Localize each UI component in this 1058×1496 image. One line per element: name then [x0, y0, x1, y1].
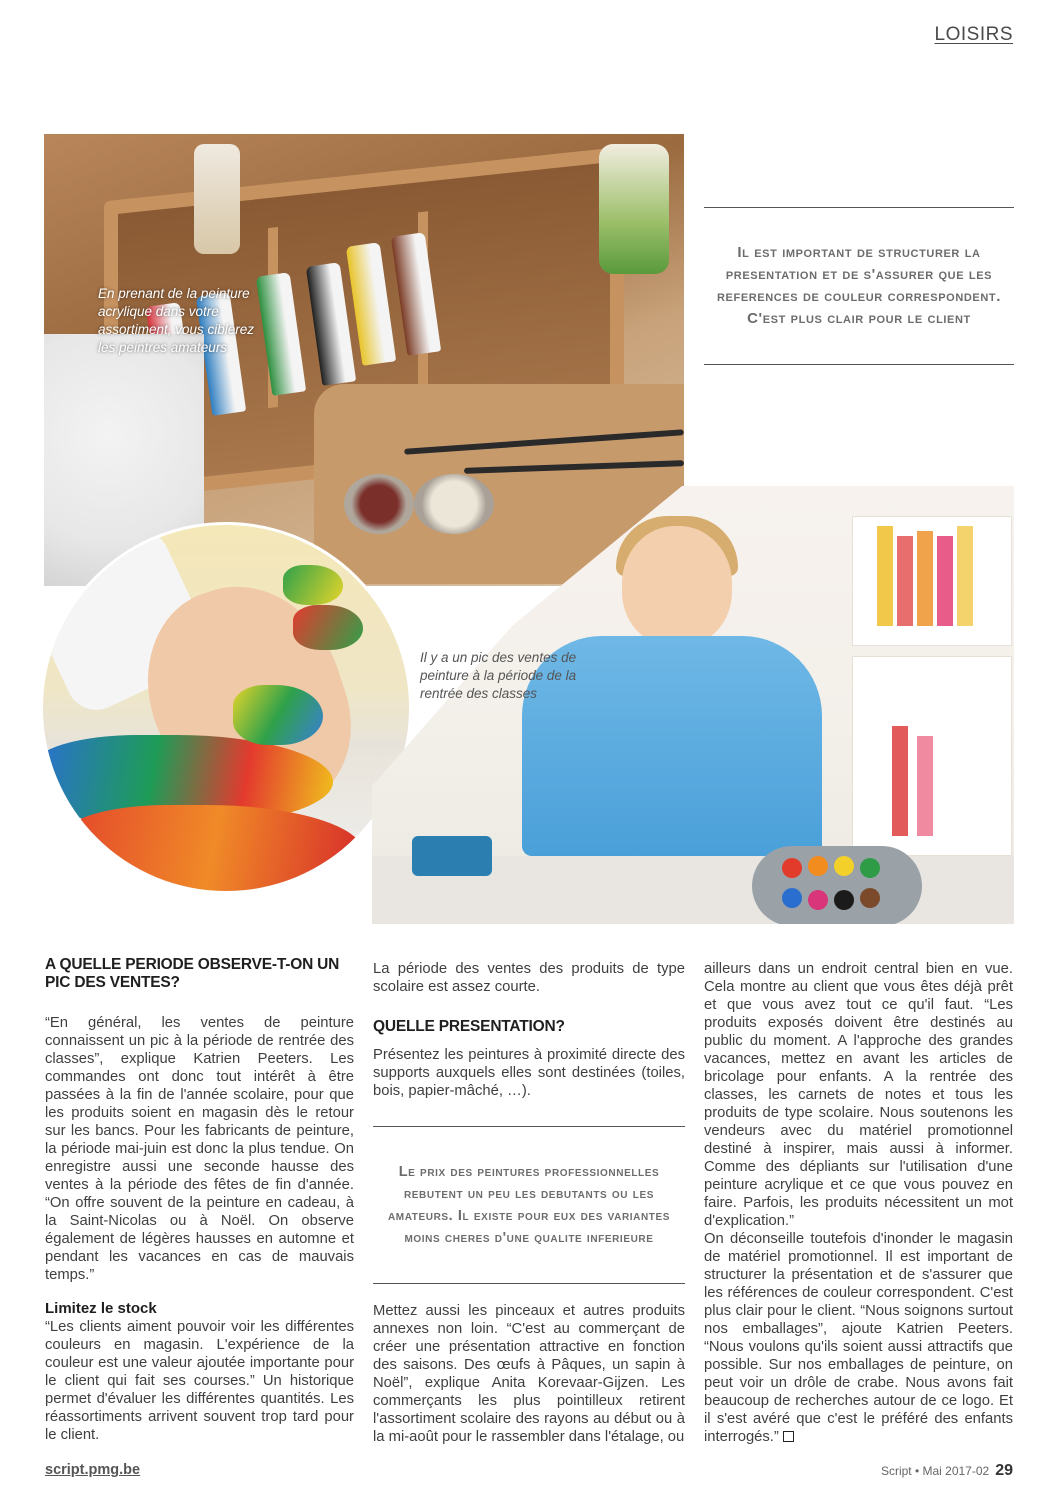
end-of-article-icon — [783, 1431, 794, 1442]
paint-smear — [283, 565, 343, 605]
paint-pan — [808, 890, 828, 910]
paint-pan — [860, 888, 880, 908]
article-paragraph: Mettez aussi les pinceaux et autres produits annexes non loin. “C'est au commerçant de créer une présentation attractive en fonction des saisons. Des œufs à Pâques, un sapin à Noël”, explique Anita Korevaar-Gijzen. Les commerçants les plus pointilleux retirent l'assortiment scolaire des rayons au début ou à la mi-août pour le rassembler dans l'étalage, ou — [373, 1303, 685, 1445]
article-paragraph: “En général, les ventes de peinture connaissent un pic à la période de rentrée des classes”, explique Katrien Peeters. Les commandes ont donc tout intérêt à être passées à la fin de l'année scolaire, pour que les produits soient en magasin dès le retour sur les bancs. Pour les fabricants de peinture, la période mai-juin est donc la plus tendue. On enregistre aussi une seconde hausse des ventes à la période des fêtes de fin d'année. “On offre souvent de la peinture en cadeau, à la Saint-Nicolas ou à Noël. On observe également de légères hausses en automne et pendant les vacances en cas de mauvais temps.” — [45, 1015, 354, 1283]
article-paragraph: On déconseille toutefois d'inonder le magasin de matériel promotionnel. Il est important de structurer la présentation et de s'assurer que les références de couleur correspondent. C'est plus clair pour le client. “Nous soignons surtout nos emballages”, ajoute Katrien Peeters. “Nous voulons qu'ils soient aussi attractifs que possible. Sur nos emballages de peinture, on peut voir un drôle de crabe. Nous avons fait beaucoup de recherches autour de ce logo. Et il s'est avéré que c'est le préféré des enfants interrogés.” — [704, 1231, 1013, 1445]
book — [937, 536, 953, 626]
paint-smear — [63, 805, 363, 894]
pullquote-top: Il est important de structurer la presentation et de s'assurer que les references de couleur correspondent. C'est plus clair pour le client — [704, 207, 1014, 365]
section-tag: LOISIRS — [934, 24, 1013, 45]
caption-paint-box: En prenant de la peinture acrylique dans votre assortiment, vous ciblerez les peintres amateurs — [98, 286, 255, 355]
article-column-2 — [373, 960, 685, 1100]
book — [892, 726, 908, 836]
paint-smear — [233, 685, 323, 745]
book — [917, 531, 933, 626]
paint-cup — [414, 474, 494, 534]
article-paragraph: ailleurs dans un endroit central bien en vue. Cela montre au client que vous êtes déjà prêt et que vous avez tout ce qu'il faut. “Les produits exposés doivent être destinés au public du moment. A l'approche des grandes vacances, mettez en avant les articles de bricolage pour enfants. A la rentrée des classes, les carnets de notes et tous les produits de type scolaire. Nous soutenons les vendeurs avec du matériel promotionnel destiné à inspirer, mais aussi à informer. Comme des dépliants sur l'utilisation d'une peinture acrylique et ce que vous pouvez en faire. Parfois, les produits nécessitent un mot d'explication.” — [704, 961, 1013, 1229]
article-column-3 — [704, 960, 1013, 1446]
book — [917, 736, 933, 836]
finger-painting-photo — [40, 522, 412, 894]
page-number: 29 — [995, 1462, 1013, 1479]
book — [877, 526, 893, 626]
paint-pan — [782, 858, 802, 878]
book — [957, 526, 973, 626]
paint-pan — [782, 888, 802, 908]
pullquote-middle: Le prix des peintures professionnelles rebutent un peu les debutants ou les amateurs. Il existe pour eux des variantes moins cheres d'une qualite inferieure — [373, 1126, 685, 1284]
section-heading: QUELLE PRESENTATION? — [373, 1018, 565, 1035]
section-heading: A QUELLE PERIODE OBSERVE-T-ON UN PIC DES VENTES? — [45, 956, 340, 991]
article-paragraph: “Les clients aiment pouvoir voir les différentes couleurs en magasin. L'expérience de la couleur est une valeur ajoutée importante pour le client qui fait ses courses.” Un historique permet d'évaluer les différentes quantités. Les réassortiments arrivent souvent trop tard pour le client. — [45, 1319, 354, 1443]
article-paragraph: La période des ventes des produits de type scolaire est assez courte. — [373, 961, 685, 995]
paint-cup — [344, 474, 414, 534]
subheading: Limitez le stock — [45, 1300, 157, 1317]
issue-label: Script • Mai 2017-02 — [880, 1464, 990, 1478]
footer-website-link[interactable]: script.pmg.be — [45, 1462, 141, 1478]
article-column-2-lower — [373, 1302, 685, 1446]
paint-box-photo — [44, 134, 684, 586]
acrylic-bottle — [599, 144, 669, 274]
caption-child: Il y a un pic des ventes de peinture à la période de la rentrée des classes — [420, 650, 577, 701]
paint-pan — [808, 856, 828, 876]
acrylic-bottle — [194, 144, 240, 254]
book — [897, 536, 913, 626]
article-paragraph: Présentez les peintures à proximité directe des supports auxquels elles sont destinées (toiles, bois, papier-mâché, …). — [373, 1047, 685, 1099]
paint-pan — [834, 856, 854, 876]
watercolor-set — [752, 846, 922, 924]
paint-pan — [860, 858, 880, 878]
paint-smear — [293, 605, 363, 650]
pencil-cup — [412, 836, 492, 876]
child-face — [622, 526, 732, 646]
footer-issue — [881, 1462, 1013, 1480]
article-column-1 — [45, 956, 354, 1444]
paint-pan — [834, 890, 854, 910]
